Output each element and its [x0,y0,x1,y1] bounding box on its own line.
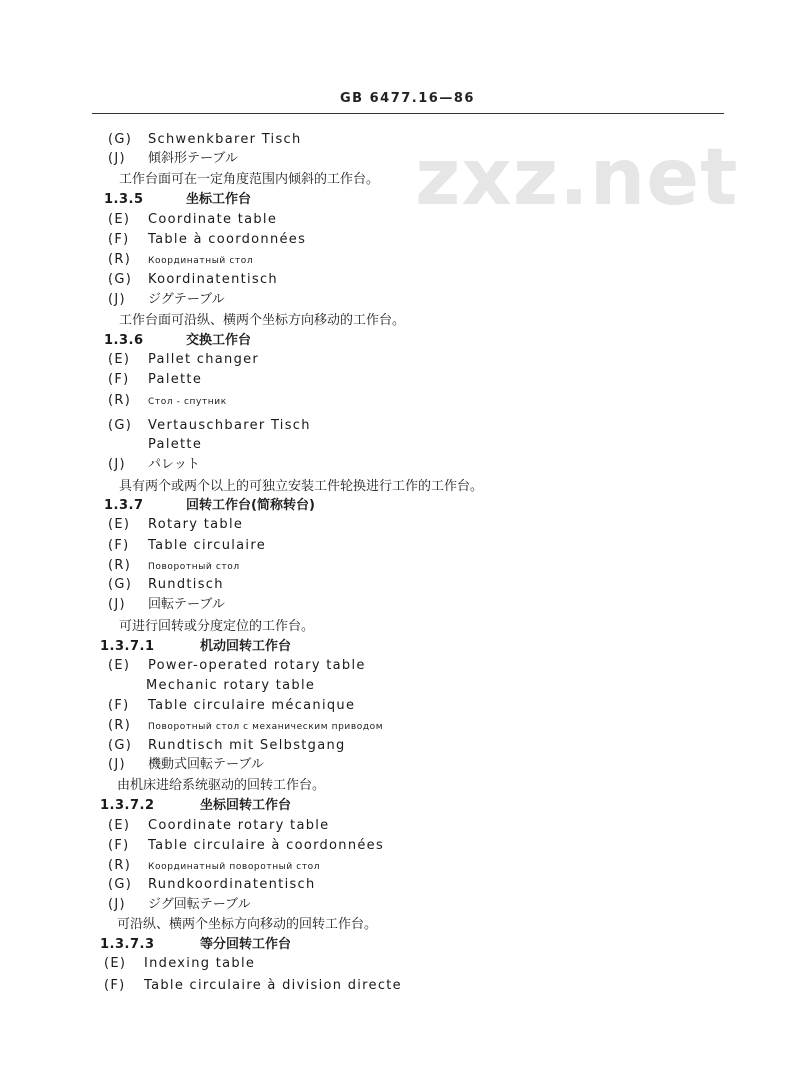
section-number: 1.3.6 [104,333,144,348]
term-text: パレット [148,457,200,472]
lang-marker: (J) [108,897,126,912]
section-number: 1.3.7 [104,498,144,513]
term-en [108,517,243,533]
section-title: 坐标工作台 [186,192,252,207]
lang-marker: (F) [108,232,130,247]
term-de [108,577,224,593]
term-text: Rundtisch [148,577,224,592]
lang-marker: (G) [108,132,133,147]
definition: 具有两个或两个以上的可独立安装工件轮换进行工作的工作台。 [119,479,484,494]
lang-marker: (J) [108,597,126,612]
lang-marker: (R) [108,252,132,267]
section-heading-1-3-7 [104,498,315,514]
term-fr [108,372,202,388]
lang-marker: (J) [108,457,126,472]
lang-marker: (G) [108,272,133,287]
section-heading-1-3-7-1 [100,639,291,655]
section-heading-1-3-7-2 [100,798,291,814]
term-text: Rundkoordinatentisch [148,877,316,892]
section-number: 1.3.5 [104,192,144,207]
term-ja [108,457,200,473]
term-text: 回転テーブル [148,597,225,612]
lang-marker: (F) [108,698,130,713]
term-text: Координатный поворотный стол [148,862,321,872]
section-heading-1-3-6 [104,333,251,349]
page-header-standard-number: GB 6477.16—86 [340,91,475,106]
term-ja [108,897,251,913]
term-text: Rundtisch mit Selbstgang [148,738,346,753]
term-de [108,132,302,148]
lang-marker: (G) [108,877,133,892]
term-ru [108,718,383,735]
term-de [108,877,316,893]
definition: 可进行回转或分度定位的工作台。 [119,619,315,634]
term-text: Coordinate table [148,212,278,227]
term-text: ジグテーブル [148,292,225,307]
term-fr [104,978,402,994]
lang-marker: (J) [108,151,126,166]
lang-marker: (R) [108,558,132,573]
lang-marker: (J) [108,292,126,307]
section-number: 1.3.7.3 [100,937,155,952]
section-title: 等分回转工作台 [200,937,292,952]
term-ru [108,393,227,410]
term-ru [108,858,320,875]
term-text: Table circulaire à coordonnées [148,838,385,853]
lang-marker: (J) [108,757,126,772]
term-ru [108,252,253,269]
term-de [108,738,346,754]
lang-marker: (E) [108,352,131,367]
lang-marker: (F) [108,372,130,387]
term-de [108,418,311,434]
lang-marker: (G) [108,738,133,753]
term-text: 傾斜形テーブル [148,151,238,166]
term-text: Pallet changer [148,352,260,367]
lang-marker: (F) [104,978,126,993]
lang-marker: (F) [108,538,130,553]
term-de [108,272,278,288]
term-de-alt: Palette [148,437,203,452]
lang-marker: (R) [108,393,132,408]
section-heading-1-3-7-3 [100,937,291,953]
lang-marker: (R) [108,858,132,873]
term-text: Table circulaire à division directe [144,978,402,993]
term-fr [108,698,355,714]
term-en-alt: Mechanic rotary table [146,678,316,693]
section-title: 交换工作台 [186,333,252,348]
term-text: Поворотный стол [148,562,240,572]
section-title: 机动回转工作台 [200,639,292,654]
term-en [108,352,259,368]
term-en [108,212,277,228]
term-text: Table circulaire [148,538,267,553]
term-text: ジグ回転テーブル [148,897,251,912]
term-fr [108,838,384,854]
lang-marker: (E) [104,956,127,971]
section-number: 1.3.7.2 [100,798,155,813]
term-text: Indexing table [144,956,256,971]
term-text: Schwenkbarer Tisch [148,132,302,147]
section-number: 1.3.7.1 [100,639,155,654]
term-ru [108,558,240,575]
term-text: Vertauschbarer Tisch [148,418,311,433]
term-text: Table à coordonnées [148,232,307,247]
watermark: zxz.net [415,133,739,223]
definition: 工作台面可沿纵、横两个坐标方向移动的工作台。 [119,313,406,328]
term-text: Table circulaire mécanique [148,698,356,713]
term-ja [108,292,225,308]
lang-marker: (R) [108,718,132,733]
definition: 可沿纵、横两个坐标方向移动的回转工作台。 [117,917,378,932]
lang-marker: (G) [108,418,133,433]
term-text: 機動式回転テーブル [148,757,264,772]
term-en [108,818,329,834]
term-text: Стол - спутник [148,397,227,407]
term-ja [108,597,225,613]
section-heading-1-3-5 [104,192,251,208]
term-text: Palette [148,372,203,387]
term-text: Поворотный стол с механическим приводом [148,722,384,732]
lang-marker: (E) [108,658,131,673]
term-ja [108,757,264,773]
term-en [104,956,255,972]
term-text: Power-operated rotary table [148,658,366,673]
lang-marker: (E) [108,517,131,532]
section-title: 回转工作台(简称转台) [186,498,315,513]
term-text: Coordinate rotary table [148,818,330,833]
term-en [108,658,366,674]
lang-marker: (F) [108,838,130,853]
definition: 由机床进给系统驱动的回转工作台。 [117,778,326,793]
term-ja [108,151,238,167]
term-fr [108,232,306,248]
lang-marker: (E) [108,818,131,833]
lang-marker: (E) [108,212,131,227]
section-title: 坐标回转工作台 [200,798,292,813]
term-text: Координатный стол [148,256,254,266]
definition: 工作台面可在一定角度范围内倾斜的工作台。 [119,172,380,187]
header-rule [92,113,724,114]
lang-marker: (G) [108,577,133,592]
term-text: Rotary table [148,517,244,532]
term-fr [108,538,266,554]
term-text: Koordinatentisch [148,272,278,287]
